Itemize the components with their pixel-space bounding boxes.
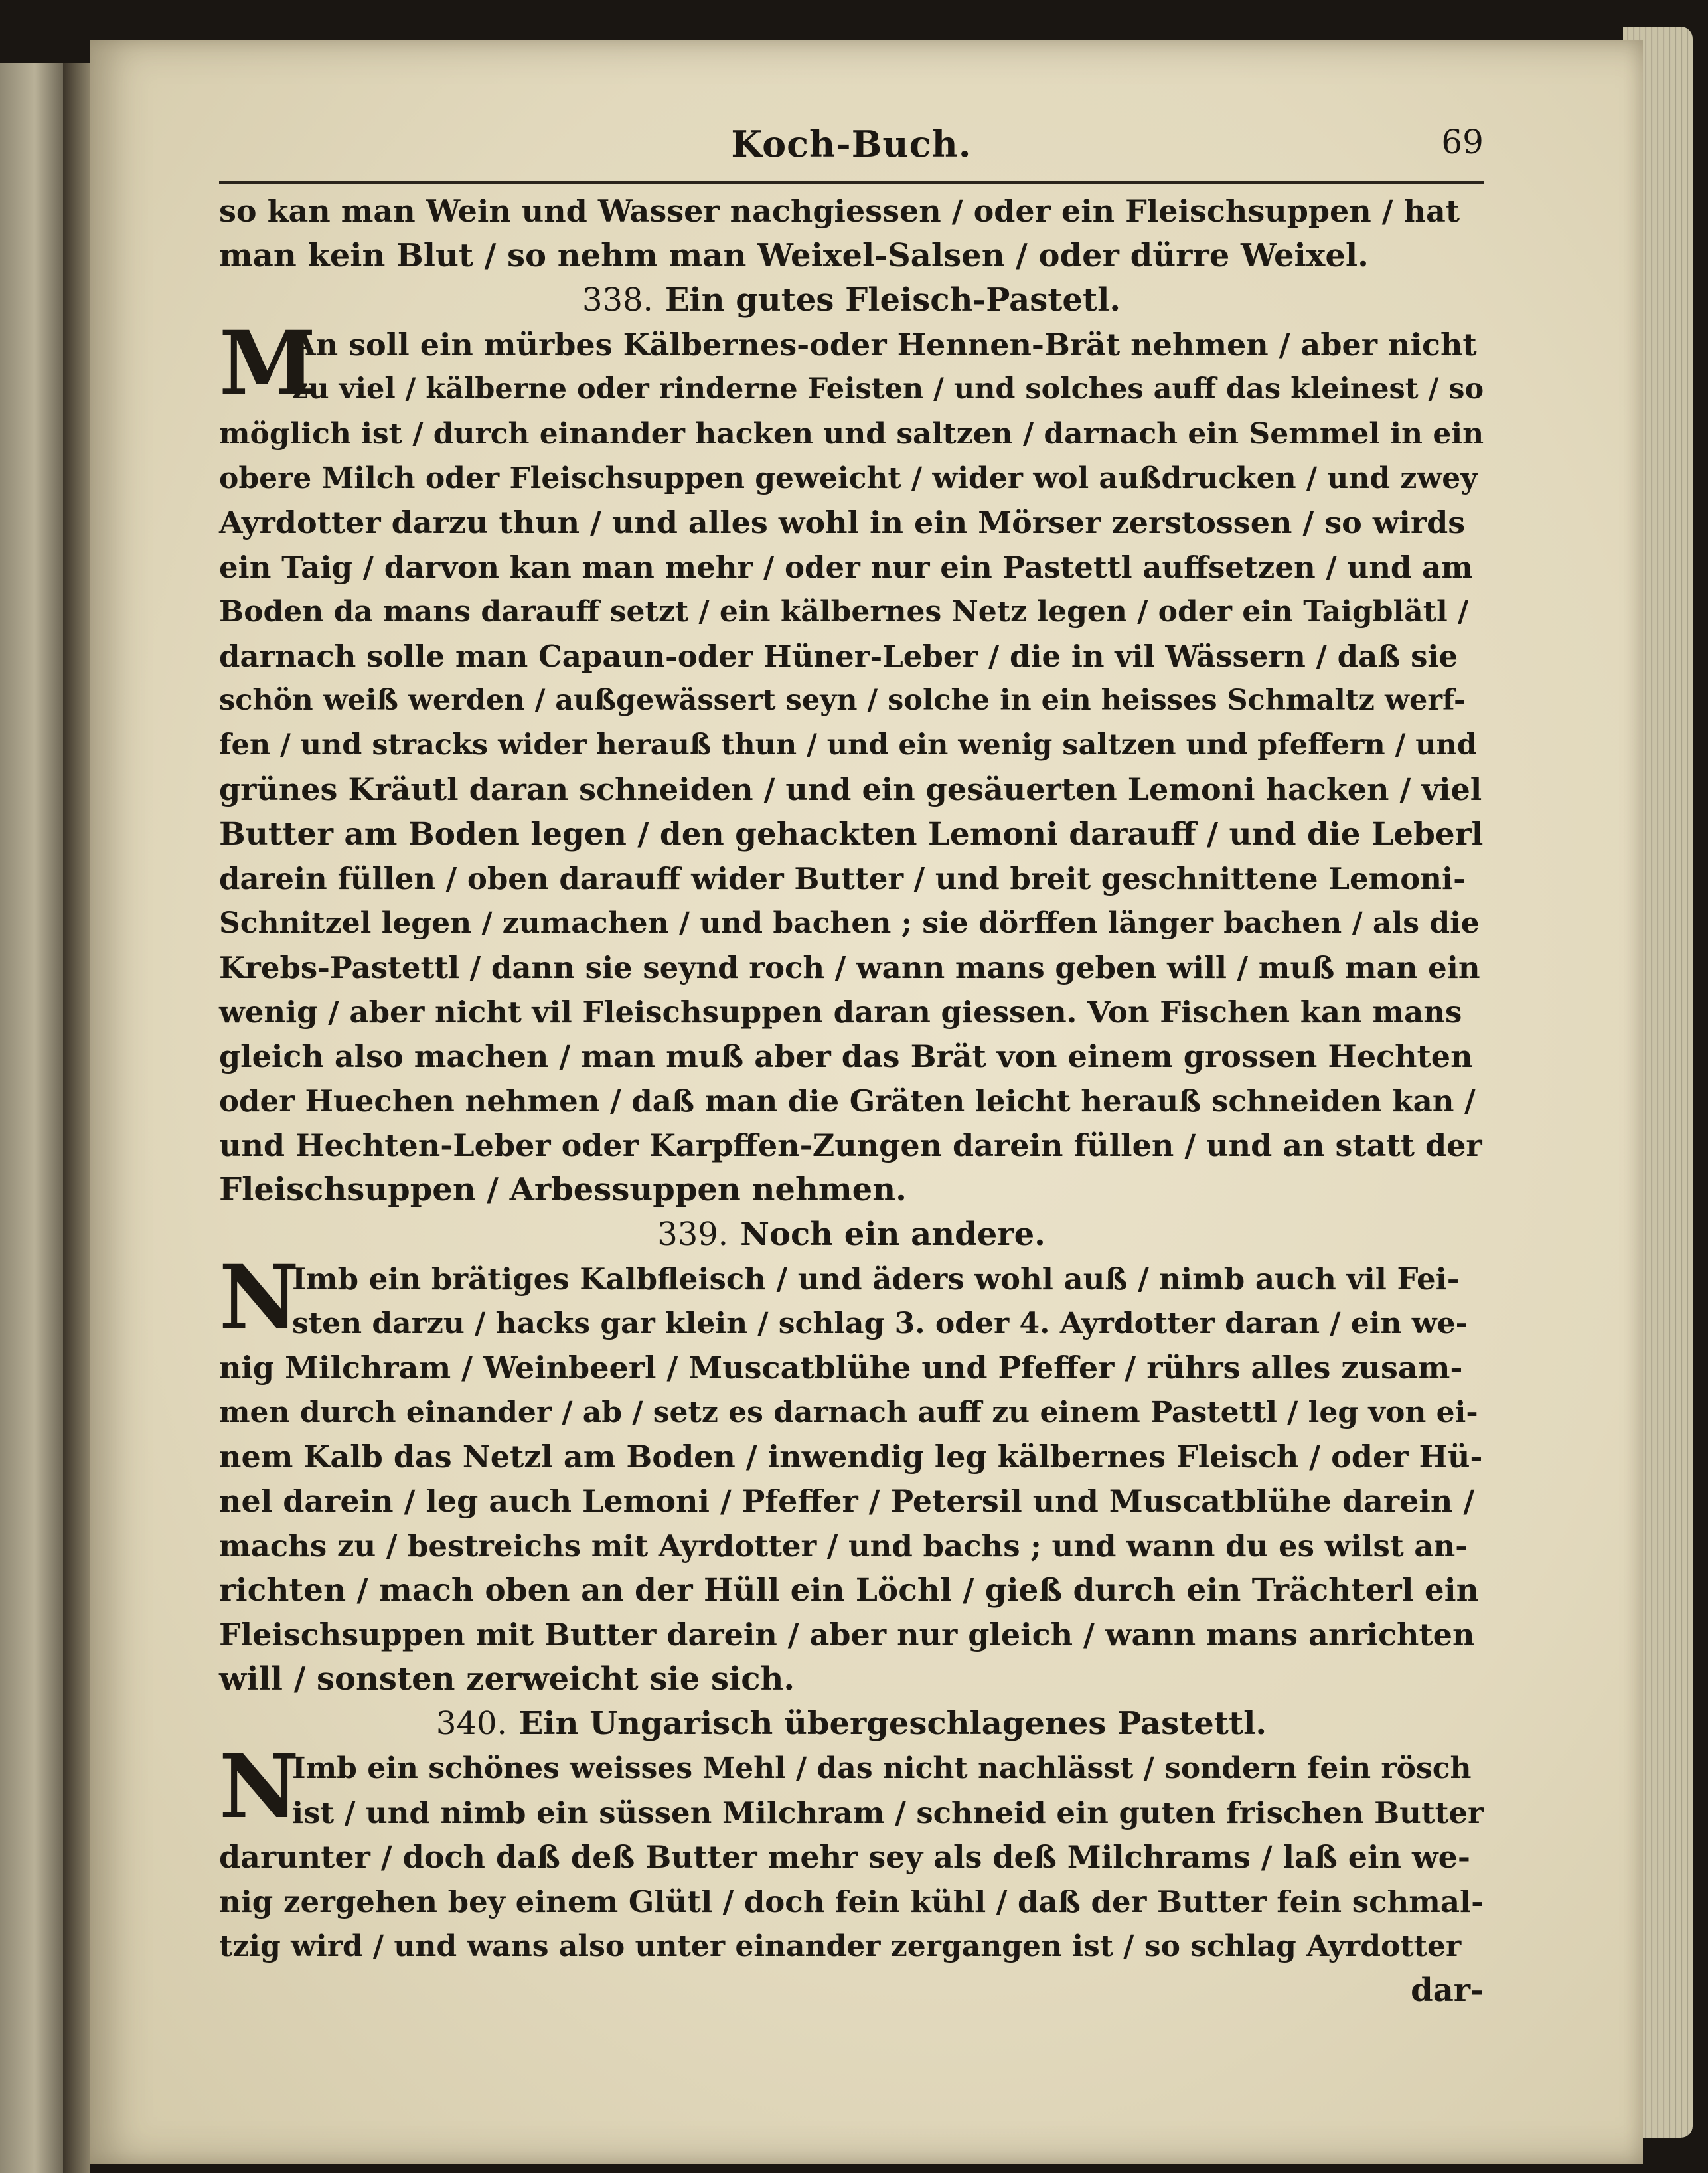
text-line: nem Kalb das Netzl am Boden / inwendig leg kälbernes Fleisch / oder Hü- — [219, 1439, 1483, 1475]
recipe-heading-339 — [219, 1212, 1484, 1257]
text-line: oder Huechen nehmen / daß man die Gräten leicht herauß schneiden kan / — [219, 1084, 1476, 1119]
recipe-title: Ein Ungarisch übergeschlagenes Pastettl. — [518, 1705, 1267, 1742]
text-line: nig Milchram / Weinbeerl / Muscatblühe und Pfeffer / rührs alles zusam- — [219, 1350, 1463, 1386]
text-line: ein Taig / darvon kan man mehr / oder nur ein Pastettl auffsetzen / und am — [219, 550, 1473, 585]
text-line: darunter / doch daß deß Butter mehr sey als deß Milchrams / laß ein we- — [219, 1839, 1470, 1875]
text-line: und Hechten-Leber oder Karpffen-Zungen darein füllen / und an statt der — [219, 1127, 1482, 1163]
text-line: darein füllen / oben darauff wider Butter / und breit geschnittene Lemoni- — [219, 861, 1466, 896]
book-gutter — [63, 63, 90, 2173]
catchword: dar- — [1411, 1972, 1484, 2009]
text-line: Fleischsuppen mit Butter darein / aber nur gleich / wann mans anrichten — [219, 1617, 1475, 1652]
text-line: tzig wird / und wans also unter einander zergangen ist / so schlag Ayrdotter — [219, 1929, 1462, 1963]
page-header — [219, 123, 1484, 176]
text-line: wenig / aber nicht vil Fleischsuppen daran giessen. Von Fischen kan mans — [219, 995, 1462, 1030]
text-line: möglich ist / durch einander hacken und saltzen / darnach ein Semmel in ein — [219, 417, 1484, 451]
text-line: Ayrdotter darzu thun / und alles wohl in ein Mörser zerstossen / so wirds — [219, 505, 1466, 540]
text-line: zu viel / kälberne oder rinderne Feisten / und solches auff das kleinest / so — [292, 372, 1484, 406]
recipe-number: 340. — [435, 1705, 507, 1742]
text-line: nel darein / leg auch Lemoni / Pfeffer / Petersil und Muscatblühe darein / — [219, 1483, 1475, 1519]
text-line: Fleischsuppen / Arbessuppen nehmen. — [219, 1171, 907, 1208]
text-line: schön weiß werden / außgewässert seyn / solche in ein heisses Schmaltz werf- — [219, 684, 1466, 717]
text-line: richten / mach oben an der Hüll ein Löchl / gieß durch ein Trächterl ein — [219, 1572, 1479, 1609]
text-line: Boden da mans darauff setzt / ein kälbernes Netz legen / oder ein Taigblätl / — [219, 595, 1469, 629]
text-line: fen / und stracks wider herauß thun / und ein wenig saltzen und pfeffern / und — [219, 728, 1477, 762]
recipe-heading-338 — [219, 278, 1484, 323]
recipe-number: 339. — [657, 1216, 729, 1253]
text-line: Schnitzel legen / zumachen / und bachen ; sie dörffen länger bachen / als die — [219, 906, 1480, 940]
text-line: gleich also machen / man muß aber das Brät von einem grossen Hechten — [219, 1038, 1473, 1074]
recipe-title: Ein gutes Fleisch-Pastetl. — [664, 282, 1121, 319]
recipe-title: Noch ein andere. — [740, 1216, 1046, 1253]
text-line: obere Milch oder Fleischsuppen geweicht / wider wol außdrucken / und zwey — [219, 461, 1478, 495]
recipe-number: 338. — [582, 282, 653, 319]
text-line: darnach solle man Capaun-oder Hüner-Leber / die in vil Wässern / daß sie — [219, 639, 1458, 674]
text-line: men durch einander / ab / setz es darnach auff zu einem Pastettl / leg von ei- — [219, 1396, 1478, 1429]
facing-page-edge — [0, 63, 63, 2173]
drop-cap-initial: N — [219, 1246, 299, 1349]
running-title: Koch-Buch. — [731, 123, 972, 165]
text-line: grünes Kräutl daran schneiden / und ein gesäuerten Lemoni hacken / viel — [219, 771, 1482, 807]
text-line-content: Imb ein schönes weisses Mehl / das nicht nachlässt / sondern fein rösch — [292, 1751, 1472, 1785]
text-line: man kein Blut / so nehm man Weixel-Salsen / oder dürre Weixel. — [219, 237, 1369, 274]
page-number: 69 — [1441, 123, 1484, 161]
text-line: nig zergehen bey einem Glütl / doch fein kühl / daß der Butter fein schmal- — [219, 1884, 1484, 1919]
recipe-heading-340 — [219, 1702, 1484, 1746]
drop-cap-initial: M — [219, 312, 317, 415]
text-line: ist / und nimb ein süssen Milchram / schneid ein guten frischen Butter — [292, 1795, 1484, 1830]
text-line: sten darzu / hacks gar klein / schlag 3. oder 4. Ayrdotter daran / ein we- — [292, 1307, 1468, 1340]
text-line: Krebs-Pastettl / dann sie seynd roch / wann mans geben will / muß man ein — [219, 950, 1480, 985]
text-line: Butter am Boden legen / den gehackten Lemoni darauff / und die Leberl — [219, 816, 1484, 852]
text-line: machs zu / bestreichs mit Ayrdotter / und bachs ; und wann du es wilst an- — [219, 1528, 1468, 1564]
text-line: will / sonsten zerweicht sie sich. — [219, 1660, 795, 1698]
header-rule — [219, 181, 1484, 184]
text-line: so kan man Wein und Wasser nachgiessen / oder ein Fleischsuppen / hat — [219, 193, 1460, 229]
text-line-content: An soll ein mürbes Kälbernes-oder Hennen-Brät nehmen / aber nicht — [292, 327, 1477, 362]
drop-cap-initial: N — [219, 1735, 299, 1838]
text-line-content: Imb ein brätiges Kalbfleisch / und äders wohl auß / nimb auch vil Fei- — [292, 1261, 1460, 1297]
page-text — [219, 189, 1484, 2013]
